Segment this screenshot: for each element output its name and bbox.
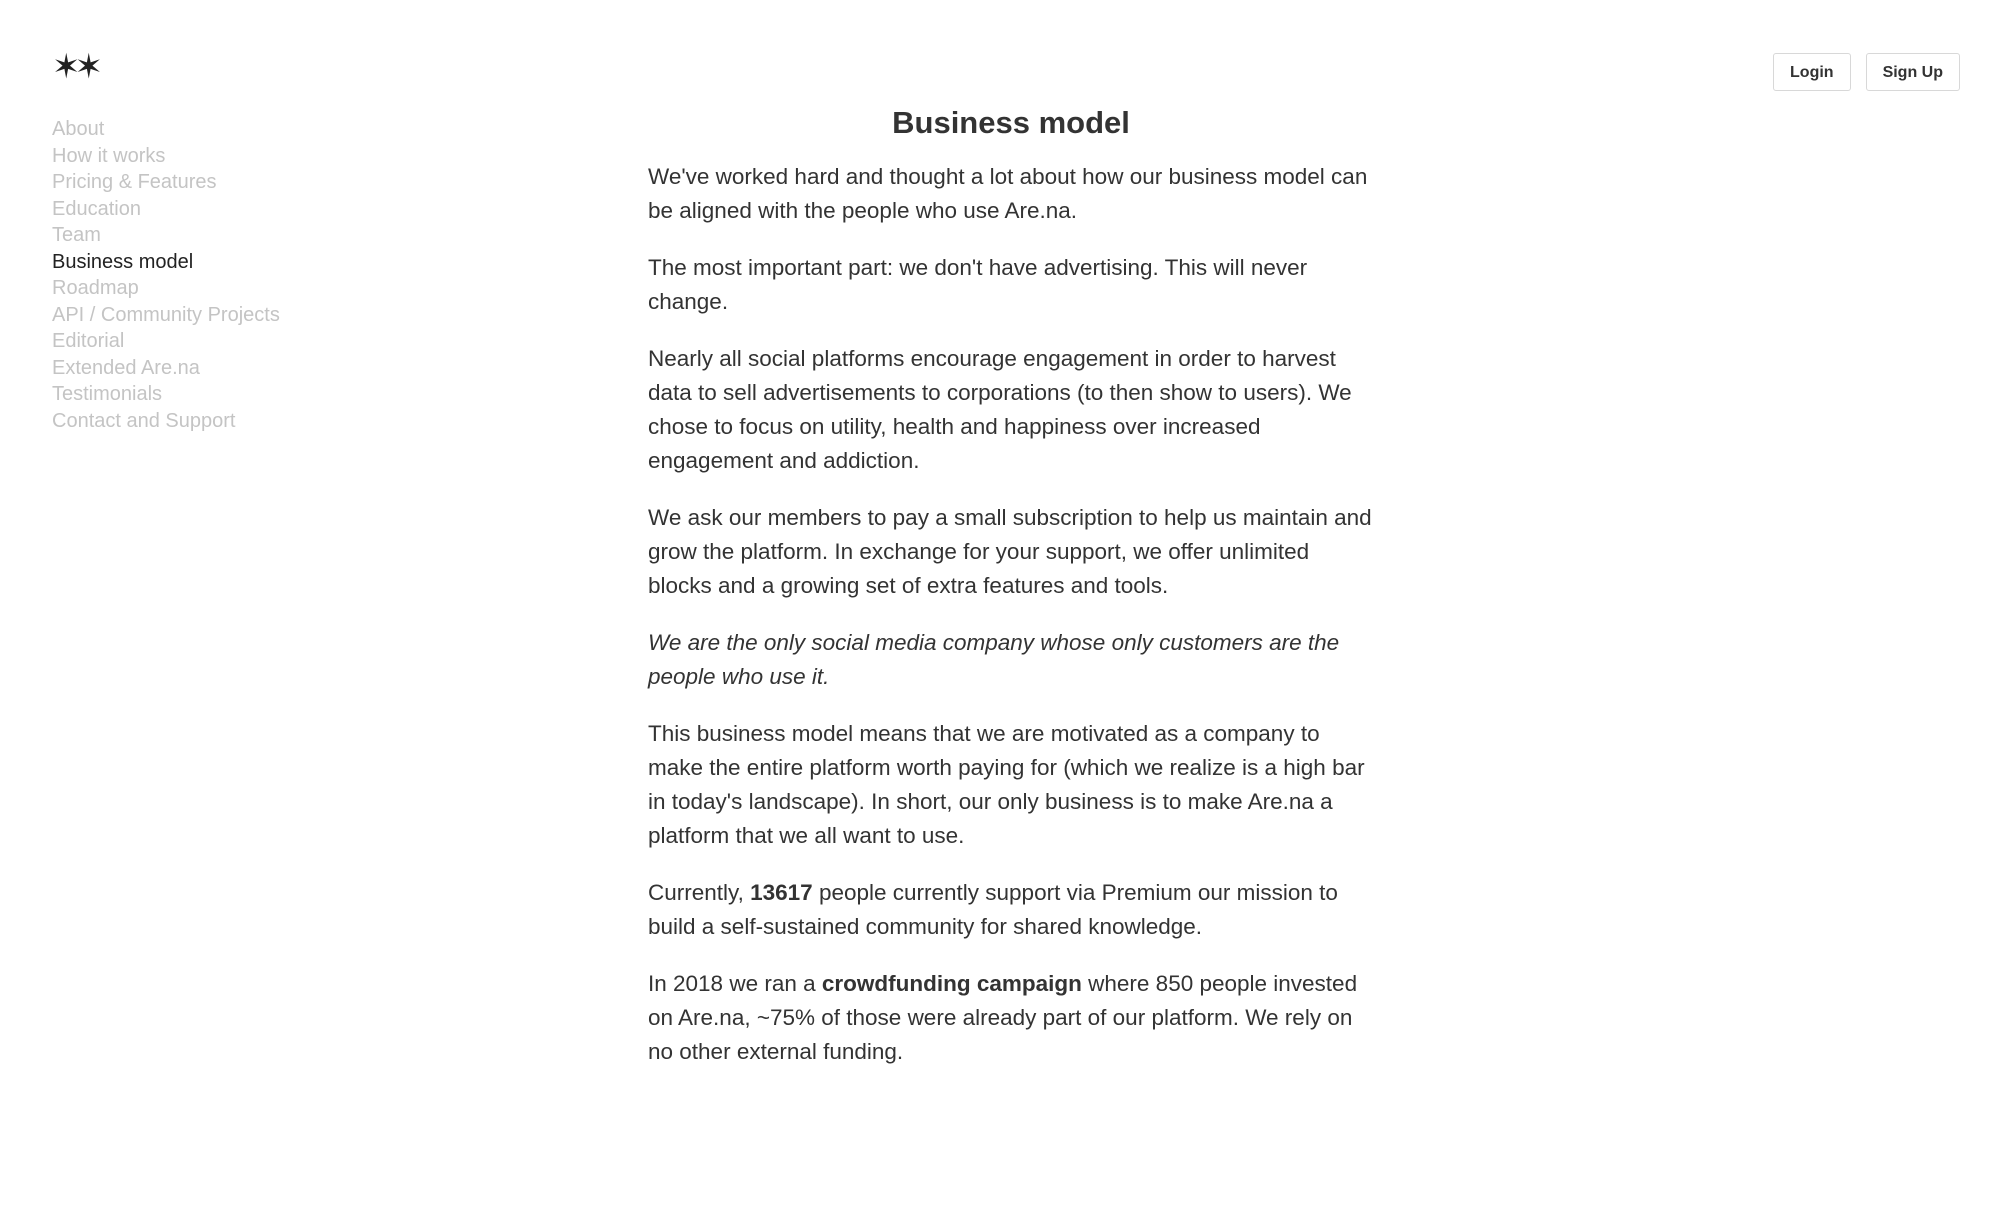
sidebar-item-api-community-projects[interactable]: API / Community Projects: [52, 303, 280, 326]
paragraph-engagement: Nearly all social platforms encourage engagement in order to harvest data to sell advertisements to corporations (to then show to users). We chose to focus on utility, health and happiness over increased engagement and addiction.: [648, 346, 1352, 473]
signup-button[interactable]: Sign Up: [1866, 53, 1960, 91]
sidebar-item-about[interactable]: About: [52, 118, 105, 140]
paragraph-crowdfunding: [648, 967, 1374, 1069]
login-button[interactable]: Login: [1773, 53, 1851, 91]
crowdfunding-campaign-link[interactable]: crowdfunding campaign: [821, 971, 1082, 996]
sidebar-item-roadmap[interactable]: Roadmap: [52, 277, 139, 299]
paragraph-subscription: We ask our members to pay a small subscription to help us maintain and grow the platform. In exchange for your support, we offer unlimited blocks and a growing set of extra features and tools.: [648, 505, 1372, 598]
arena-logo[interactable]: ✶✶: [52, 47, 97, 87]
paragraph-motivation: This business model means that we are motivated as a company to make the entire platform worth paying for (which we realize is a high bar in today's landscape). In short, our only business is to make Are.na a platform that we all want to use.: [648, 721, 1365, 848]
sidebar-item-editorial[interactable]: Editorial: [52, 330, 125, 352]
sidebar-item-contact-support[interactable]: Contact and Support: [52, 409, 236, 432]
sidebar-item-education[interactable]: Education: [52, 197, 141, 220]
paragraph-no-advertising: The most important part: we don't have advertising. This will never change.: [648, 255, 1308, 314]
supporters-text-after: people currently support via Premium our mission to build a self-sustained community for shared knowledge.: [648, 880, 1338, 939]
paragraph-alignment: We've worked hard and thought a lot about how our business model can be aligned with the people who use Are.na.: [648, 164, 1368, 223]
sidebar-item-extended-arena[interactable]: Extended Are.na: [52, 356, 200, 379]
supporters-text-before: Currently,: [648, 880, 751, 905]
page-title: Business model: [892, 105, 1130, 140]
paragraph-only-customers: We are the only social media company whose only customers are the people who use it.: [648, 630, 1340, 689]
crowdfunding-text-before: In 2018 we ran a: [648, 971, 822, 996]
sidebar-item-business-model[interactable]: Business model: [52, 250, 194, 273]
supporter-count: 13617: [750, 880, 813, 905]
auth-buttons: [1773, 53, 1960, 91]
crowdfunding-text-after: where 850 people invested on Are.na, ~75% of those were already part of our platform. We rely on no other external funding.: [648, 971, 1358, 1064]
sidebar-item-team[interactable]: Team: [52, 224, 101, 246]
sidebar-item-pricing-features[interactable]: Pricing & Features: [52, 171, 217, 193]
main-content: [648, 100, 1374, 1092]
sidebar-nav: [52, 116, 280, 434]
sidebar-item-testimonials[interactable]: Testimonials: [52, 383, 163, 405]
sidebar-item-how-it-works[interactable]: How it works: [52, 144, 166, 167]
paragraph-supporters: [648, 876, 1374, 944]
